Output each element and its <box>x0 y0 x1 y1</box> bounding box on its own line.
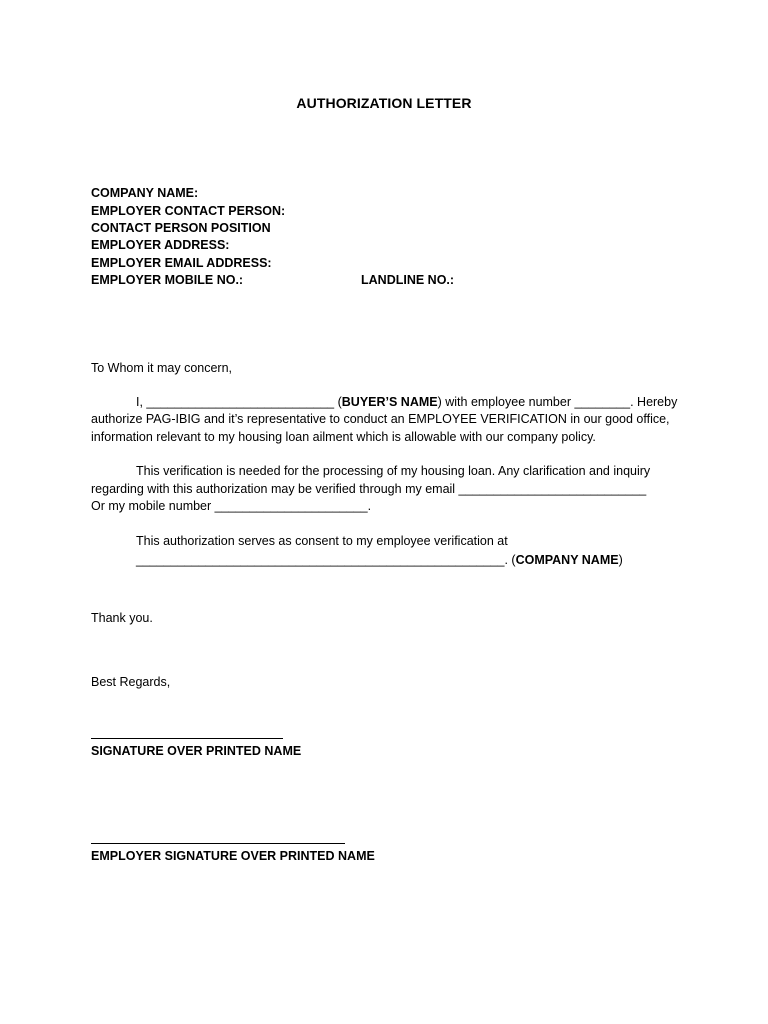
paragraph1-line2: authorize PAG-IBIG and it’s representative to conduct an EMPLOYEE VERIFICATION in our good office, <box>91 412 670 426</box>
signature-line <box>91 738 283 739</box>
paragraph2-line2: regarding with this authorization may be verified through my email ___________________________ <box>91 482 647 496</box>
employer-signature-label: EMPLOYER SIGNATURE OVER PRINTED NAME <box>91 849 375 863</box>
paragraph1-line3: information relevant to my housing loan ailment which is allowable with our company policy. <box>91 430 596 444</box>
letter-title: AUTHORIZATION LETTER <box>296 95 472 111</box>
company-name-inline-label: COMPANY NAME <box>515 553 619 567</box>
employer-signature-line <box>91 843 345 844</box>
paragraph3-line2 <box>136 552 623 569</box>
employer-mobile-no-label: EMPLOYER MOBILE NO.: <box>91 273 244 287</box>
paragraph3-line2-tail: ) <box>618 553 623 567</box>
closing: Best Regards, <box>91 675 171 689</box>
employer-contact-person-label: EMPLOYER CONTACT PERSON: <box>91 204 286 218</box>
paragraph3-line1: This authorization serves as consent to my employee verification at <box>136 534 508 548</box>
paragraph2-line1: This verification is needed for the processing of my housing loan. Any clarification and inquiry <box>136 464 651 478</box>
buyers-name-label: BUYER’S NAME <box>341 395 438 409</box>
signature-label: SIGNATURE OVER PRINTED NAME <box>91 744 302 758</box>
paragraph1-line1-tail: ) with employee number ________. Hereby <box>437 395 678 409</box>
paragraph3-line2-blank: _____________________________________________________. ( <box>136 553 516 567</box>
salutation: To Whom it may concern, <box>91 361 233 375</box>
employer-email-address-label: EMPLOYER EMAIL ADDRESS: <box>91 256 272 270</box>
landline-no-label: LANDLINE NO.: <box>361 273 455 287</box>
paragraph2-line3: Or my mobile number ______________________. <box>91 499 372 513</box>
company-name-label: COMPANY NAME: <box>91 186 199 200</box>
thank-you: Thank you. <box>91 611 153 625</box>
employer-address-label: EMPLOYER ADDRESS: <box>91 238 230 252</box>
paragraph1-line1 <box>136 394 677 411</box>
paragraph1-line1-text: I, ___________________________ ( <box>136 395 342 409</box>
contact-person-position-label: CONTACT PERSON POSITION <box>91 221 271 235</box>
